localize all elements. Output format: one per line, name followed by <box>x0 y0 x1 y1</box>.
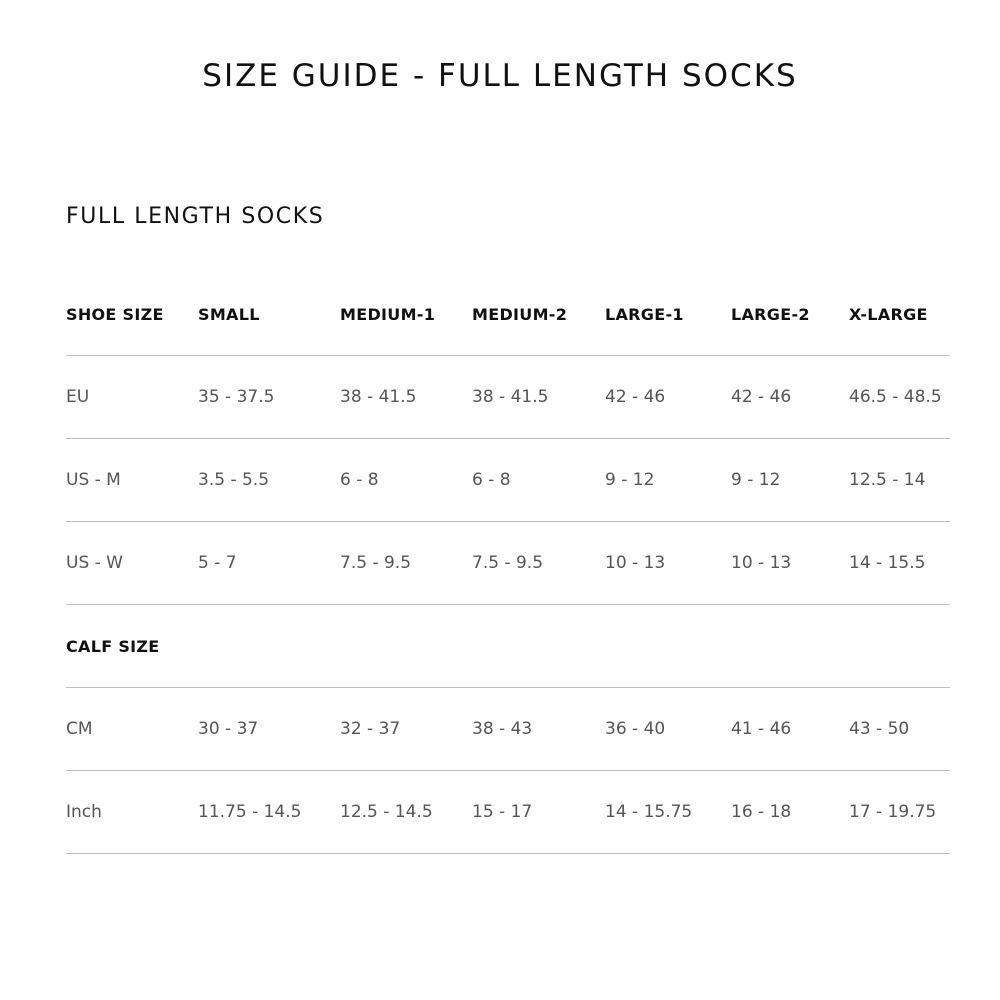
table-cell: 17 - 19.75 <box>849 771 950 854</box>
table-row <box>66 688 950 771</box>
table-cell: 41 - 46 <box>731 688 849 771</box>
row-label: EU <box>66 356 198 439</box>
table-cell: 10 - 13 <box>731 522 849 605</box>
table-header-cell: LARGE-1 <box>605 304 684 324</box>
table-header-cell: X-LARGE <box>849 304 928 324</box>
section-title: FULL LENGTH SOCKS <box>66 204 325 229</box>
table-cell: 14 - 15.5 <box>849 522 950 605</box>
calf-size-header-row <box>66 605 950 688</box>
table-cell: 5 - 7 <box>198 522 340 605</box>
row-label: CM <box>66 688 198 771</box>
table-cell: 12.5 - 14.5 <box>340 771 472 854</box>
table-cell: 6 - 8 <box>340 439 472 522</box>
table-header-cell <box>731 605 849 688</box>
table-header-cell <box>472 605 605 688</box>
table-row <box>66 771 950 854</box>
shoe-size-header-row <box>66 273 950 356</box>
table-cell: 46.5 - 48.5 <box>849 356 950 439</box>
table-cell: 7.5 - 9.5 <box>472 522 605 605</box>
table-header-cell: LARGE-2 <box>731 304 810 324</box>
table-row <box>66 522 950 605</box>
table-cell: 6 - 8 <box>472 439 605 522</box>
table-header-cell <box>198 605 340 688</box>
table-header-cell: CALF SIZE <box>66 605 198 688</box>
row-label: US - W <box>66 522 198 605</box>
table-cell: 16 - 18 <box>731 771 849 854</box>
table-cell: 42 - 46 <box>605 356 731 439</box>
table-cell: 36 - 40 <box>605 688 731 771</box>
table-cell: 14 - 15.75 <box>605 771 731 854</box>
table-header-cell <box>605 605 731 688</box>
table-cell: 30 - 37 <box>198 688 340 771</box>
row-label: US - M <box>66 439 198 522</box>
table-cell: 12.5 - 14 <box>849 439 950 522</box>
row-label: Inch <box>66 771 198 854</box>
table-cell: 3.5 - 5.5 <box>198 439 340 522</box>
table-header-cell: SHOE SIZE <box>66 304 164 324</box>
table-header-cell: MEDIUM-1 <box>340 304 436 324</box>
table-header-cell <box>849 605 950 688</box>
table-cell: 7.5 - 9.5 <box>340 522 472 605</box>
size-table <box>66 273 950 854</box>
page-title: SIZE GUIDE - FULL LENGTH SOCKS <box>202 58 798 94</box>
table-cell: 38 - 41.5 <box>340 356 472 439</box>
table-row <box>66 356 950 439</box>
table-header-cell: SMALL <box>198 304 260 324</box>
table-cell: 10 - 13 <box>605 522 731 605</box>
table-header-cell: MEDIUM-2 <box>472 304 568 324</box>
table-cell: 38 - 41.5 <box>472 356 605 439</box>
table-cell: 42 - 46 <box>731 356 849 439</box>
table-row <box>66 439 950 522</box>
table-cell: 32 - 37 <box>340 688 472 771</box>
table-cell: 9 - 12 <box>731 439 849 522</box>
table-cell: 38 - 43 <box>472 688 605 771</box>
table-header-cell <box>340 605 472 688</box>
table-cell: 35 - 37.5 <box>198 356 340 439</box>
table-cell: 15 - 17 <box>472 771 605 854</box>
table-cell: 9 - 12 <box>605 439 731 522</box>
table-cell: 43 - 50 <box>849 688 950 771</box>
table-cell: 11.75 - 14.5 <box>198 771 340 854</box>
